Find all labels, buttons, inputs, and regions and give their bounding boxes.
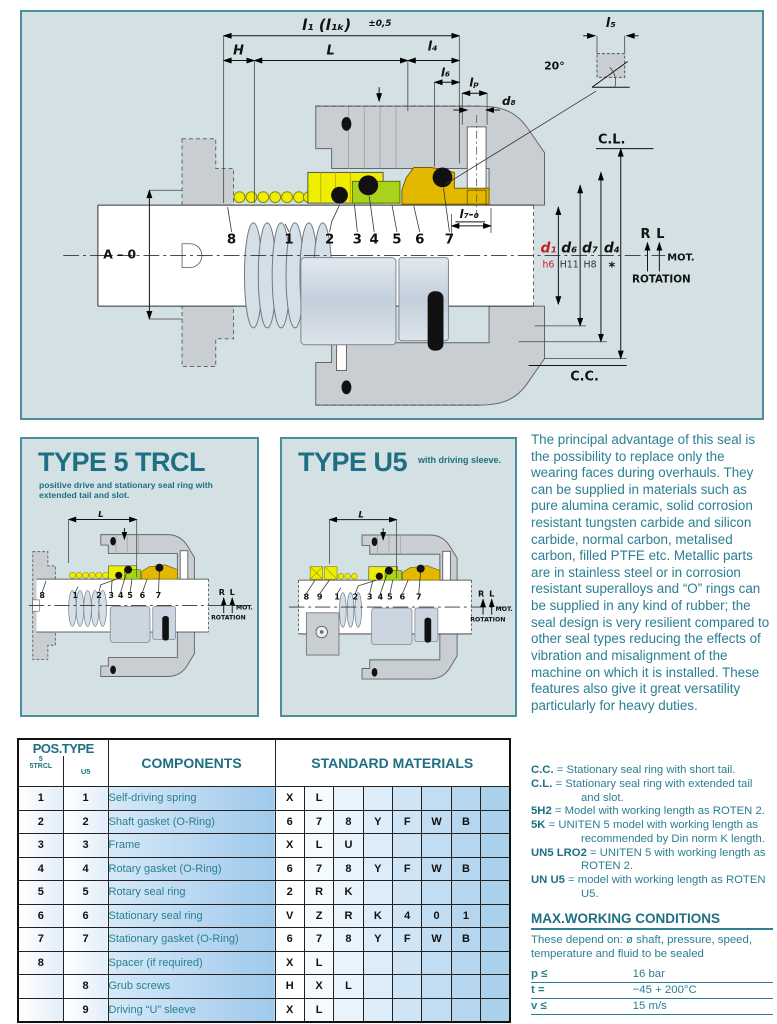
material-cell: 7 (304, 810, 333, 834)
material-cell: 0 (422, 904, 451, 928)
part-callout: 3 (352, 232, 362, 248)
part-callout: 8 (226, 232, 237, 248)
rotation-r-label: R (640, 226, 651, 242)
dim-l6-label: l₆ (440, 65, 451, 80)
type-5trcl-panel (20, 437, 259, 717)
material-cell: B (451, 810, 480, 834)
dim-d4-label: d₄ (603, 240, 620, 257)
material-cell: L (304, 834, 333, 858)
housing-o-ring-icon (341, 117, 351, 131)
condition-param: t = (531, 983, 633, 999)
material-cell: R (334, 904, 363, 928)
components-table (17, 738, 511, 1023)
table-row (18, 810, 510, 834)
o-ring-4-icon (358, 175, 378, 195)
condition-row (531, 967, 773, 983)
material-cell (363, 951, 392, 975)
main-cross-section-drawing (22, 12, 762, 418)
material-cell (481, 834, 510, 858)
material-cell: 7 (304, 928, 333, 952)
rotation-l-label: L (229, 588, 235, 598)
condition-row (531, 999, 773, 1015)
material-cell (481, 857, 510, 881)
pos-u5-cell: 6 (63, 904, 108, 928)
rotation-r-label: R (218, 588, 225, 598)
pos-5trcl-header: 5 5TRCL (29, 756, 53, 770)
pos-5trcl-cell: 5 (18, 881, 63, 905)
description-paragraph: The principal advantage of this seal is the possibility to replace only the wearing faces during overhauls. They can be supplied in materials such as pure alumina ceramic, solid corrosion resistant tungsten carbide and silicon carbide, normal carbon, metalised carbon, filled PTFE etc. Metallic parts are in stainless steel or in corrosion resistant superalloys and “O” rings can be supplied in any kind of rubber; the seal design is very resilient compared to other seal types reducing the effects of vibration and misalignment of the machine on which it is installed. These features also give it great versatility particularly for heavy duties. (531, 432, 770, 713)
part-callout: 4 (377, 591, 384, 602)
components-header: COMPONENTS (108, 739, 275, 787)
material-cell: Y (363, 928, 392, 952)
material-cell (481, 928, 510, 952)
material-cell (481, 951, 510, 975)
components-table-body (18, 787, 510, 1023)
material-cell: R (304, 881, 333, 905)
type-u5-subtitle: with driving sleeve. (418, 455, 502, 465)
material-cell: L (334, 975, 363, 999)
part-callout: 3 (108, 590, 114, 600)
type-u5-drawing (283, 511, 516, 705)
material-cell (363, 787, 392, 811)
pos-5trcl-cell: 6 (18, 904, 63, 928)
material-cell: F (393, 928, 422, 952)
rotation-l-label: L (489, 588, 495, 599)
material-cell (363, 834, 392, 858)
material-cell: Z (304, 904, 333, 928)
table-row (18, 787, 510, 811)
component-cell: Frame (108, 834, 275, 858)
material-cell (393, 951, 422, 975)
material-cell (422, 787, 451, 811)
mot-label: MOT. (495, 605, 513, 613)
material-cell: L (304, 998, 333, 1022)
fit-d1: h6 (542, 259, 555, 271)
table-row (18, 834, 510, 858)
material-cell: K (334, 881, 363, 905)
material-cell: 8 (334, 810, 363, 834)
o-ring-2-icon (331, 187, 348, 204)
material-cell (422, 881, 451, 905)
part-callout: 6 (399, 591, 406, 602)
pos-u5-cell: 9 (63, 998, 108, 1022)
pos-5trcl-cell (18, 998, 63, 1022)
dim-a0-label: A – 0 (103, 247, 137, 262)
mot-label: MOT. (667, 252, 695, 264)
material-cell: 4 (393, 904, 422, 928)
pos-u5-cell: 1 (63, 787, 108, 811)
condition-param: v ≤ (531, 999, 633, 1015)
pos-5trcl-cell: 2 (18, 810, 63, 834)
material-cell (451, 787, 480, 811)
pos-5trcl-cell (18, 975, 63, 999)
dim-lp-label: lₚ (469, 75, 480, 90)
material-cell (363, 881, 392, 905)
type-5trcl-subtitle: positive drive and stationary seal ring with extended tail and slot. (39, 480, 213, 500)
legend-item: 5H2 = Model with working length as ROTEN 2. (531, 805, 765, 818)
material-cell (422, 951, 451, 975)
material-cell (334, 998, 363, 1022)
dim-h-label: H (233, 43, 244, 59)
material-cell: F (393, 810, 422, 834)
material-cell: X (275, 787, 304, 811)
part-callout: 5 (127, 590, 133, 600)
part-callout: 5 (392, 232, 402, 248)
material-cell: F (393, 857, 422, 881)
component-cell: Stationary gasket (O-Ring) (108, 928, 275, 952)
component-cell: Rotary gasket (O-Ring) (108, 857, 275, 881)
dim-l5-label: l₅ (605, 15, 616, 31)
material-cell (481, 787, 510, 811)
pos-5trcl-cell: 1 (18, 787, 63, 811)
material-cell (393, 881, 422, 905)
condition-value: 16 bar (633, 967, 773, 983)
pos-5trcl-cell: 3 (18, 834, 63, 858)
material-cell: W (422, 857, 451, 881)
material-cell: Y (363, 810, 392, 834)
component-cell: Rotary seal ring (108, 881, 275, 905)
pos-u5-cell: 4 (63, 857, 108, 881)
material-cell (334, 951, 363, 975)
material-cell (363, 998, 392, 1022)
pos-5trcl-cell: 8 (18, 951, 63, 975)
cc-label: C.C. (570, 369, 599, 385)
dim-d8-label: d₈ (501, 94, 516, 109)
pos-u5-cell (63, 951, 108, 975)
mot-label: MOT. (236, 604, 253, 612)
condition-value: −45 + 200°C (633, 983, 773, 999)
part-callout: 5 (387, 591, 393, 602)
component-cell: Spacer (if required) (108, 951, 275, 975)
part-callout: 7 (155, 590, 162, 600)
material-cell: Y (363, 857, 392, 881)
material-cell: 1 (451, 904, 480, 928)
component-cell: Grub screws (108, 975, 275, 999)
part-callout: 6 (139, 590, 146, 600)
part-callout: 6 (415, 232, 425, 248)
material-cell (422, 975, 451, 999)
part-callout: 2 (324, 232, 335, 248)
main-diagram-panel (20, 10, 764, 420)
dim-d6-label: d₆ (561, 240, 578, 257)
material-cell (451, 975, 480, 999)
dim-l1-label: l₁ (l₁ₖ) (302, 15, 352, 34)
material-cell (393, 834, 422, 858)
part-callout: 7 (444, 232, 455, 248)
material-cell (422, 998, 451, 1022)
material-cell (481, 810, 510, 834)
part-callout: 4 (369, 232, 379, 248)
condition-value: 15 m/s (633, 999, 773, 1015)
material-cell: B (451, 928, 480, 952)
part-callout: 4 (117, 590, 124, 600)
part-callout: 7 (415, 591, 422, 602)
material-cell (393, 787, 422, 811)
part-callout: 3 (366, 591, 373, 602)
material-cell: 2 (275, 881, 304, 905)
dim-d1-label: d₁ (540, 240, 557, 257)
dim-l4-label: l₄ (427, 39, 438, 55)
material-cell: 6 (275, 928, 304, 952)
material-cell: 6 (275, 810, 304, 834)
dim-l7-label: l₇-₀ (459, 206, 479, 221)
rotation-r-label: R (477, 588, 485, 599)
part-callout: 8 (303, 591, 310, 602)
table-row (18, 998, 510, 1022)
material-cell: 6 (275, 857, 304, 881)
fit-d6: H11 (559, 259, 579, 271)
table-row (18, 951, 510, 975)
pos-u5-cell: 3 (63, 834, 108, 858)
max-working-conditions-heading: MAX.WORKING CONDITIONS (531, 911, 773, 930)
component-cell: Driving “U” sleeve (108, 998, 275, 1022)
material-cell: V (275, 904, 304, 928)
material-cell: B (451, 857, 480, 881)
dim-l-label: L (358, 511, 364, 521)
right-column (531, 764, 773, 1015)
dim-l1-tolerance: ±0,5 (368, 18, 392, 29)
material-cell: 8 (334, 857, 363, 881)
legend-item: 5K = UNITEN 5 model with working length as recommended by Din norm K length. (531, 819, 765, 845)
material-cell: 8 (334, 928, 363, 952)
material-cell (363, 975, 392, 999)
material-cell: L (304, 951, 333, 975)
component-cell: Stationary seal ring (108, 904, 275, 928)
table-row (18, 881, 510, 905)
table-row (18, 928, 510, 952)
pos-5trcl-cell: 4 (18, 857, 63, 881)
legend-item: UN5 LRO2 = UNITEN 5 with working length as ROTEN 2. (531, 846, 766, 873)
pos-u5-cell: 7 (63, 928, 108, 952)
material-cell (422, 834, 451, 858)
conditions-table (531, 967, 773, 1015)
drawing-shapes (29, 520, 248, 677)
part-callout: 1 (284, 232, 294, 248)
rotation-l-label: L (656, 226, 665, 242)
material-cell: 7 (304, 857, 333, 881)
pos-type-header (18, 739, 108, 787)
pos-type-label: POS.TYPE (32, 741, 94, 756)
fit-d4: * (608, 260, 616, 276)
fit-d7: H8 (583, 259, 597, 271)
material-cell (481, 904, 510, 928)
legend-item: C.C. = Stationary seal ring with short tail. (531, 764, 736, 776)
angle-label: 20° (544, 59, 565, 73)
rotation-label: ROTATION (211, 614, 246, 622)
material-cell (481, 998, 510, 1022)
material-cell (451, 834, 480, 858)
o-ring-7-icon (433, 167, 453, 187)
pos-u5-header: U5 (63, 756, 108, 786)
table-header-row (18, 739, 510, 787)
material-cell (451, 881, 480, 905)
lower-o-ring-icon (428, 291, 444, 350)
part-callout: 1 (72, 590, 79, 600)
material-cell: U (334, 834, 363, 858)
material-cell (481, 881, 510, 905)
pos-5trcl-cell: 7 (18, 928, 63, 952)
material-cell (393, 975, 422, 999)
dim-d7-label: d₇ (582, 240, 599, 257)
part-callout: 8 (39, 590, 45, 600)
material-cell: W (422, 810, 451, 834)
type-u5-panel (280, 437, 517, 717)
dim-l-label: L (326, 43, 335, 59)
material-cell: H (275, 975, 304, 999)
material-cell (393, 998, 422, 1022)
pos-u5-cell: 2 (63, 810, 108, 834)
legend-item: UN U5 = model with working length as ROTEN U5. (531, 874, 766, 901)
cl-label: C.L. (597, 132, 626, 148)
material-cell: X (275, 834, 304, 858)
part-callout: 2 (96, 590, 102, 600)
materials-header: STANDARD MATERIALS (275, 739, 510, 787)
material-cell: X (304, 975, 333, 999)
condition-row (531, 983, 773, 999)
material-cell (334, 787, 363, 811)
condition-param: p ≤ (531, 967, 633, 983)
legend-item: C.L. = Stationary seal ring with extended tail and slot. (531, 777, 753, 804)
material-cell (481, 975, 510, 999)
part-callout: 1 (334, 591, 340, 602)
material-cell: L (304, 787, 333, 811)
rotation-label: ROTATION (631, 273, 691, 286)
dim-l-label: L (98, 511, 104, 521)
pos-u5-cell: 8 (63, 975, 108, 999)
material-cell (451, 951, 480, 975)
type-5trcl-title: TYPE 5 TRCL (38, 447, 206, 477)
component-cell: Shaft gasket (O-Ring) (108, 810, 275, 834)
material-cell (451, 998, 480, 1022)
part-callout: 2 (352, 591, 359, 602)
table-row (18, 857, 510, 881)
table-row (18, 904, 510, 928)
material-cell: X (275, 951, 304, 975)
material-cell: K (363, 904, 392, 928)
part-callout: 9 (316, 591, 323, 602)
type-u5-title: TYPE U5 (298, 447, 408, 477)
table-row (18, 975, 510, 999)
rotation-label: ROTATION (470, 616, 506, 624)
component-cell: Self-driving spring (108, 787, 275, 811)
pos-u5-cell: 5 (63, 881, 108, 905)
material-cell: W (422, 928, 451, 952)
conditions-intro: These depend on: ø shaft, pressure, speed, temperature and fluid to be sealed (531, 933, 752, 960)
material-cell: X (275, 998, 304, 1022)
type-5trcl-drawing (23, 511, 258, 702)
